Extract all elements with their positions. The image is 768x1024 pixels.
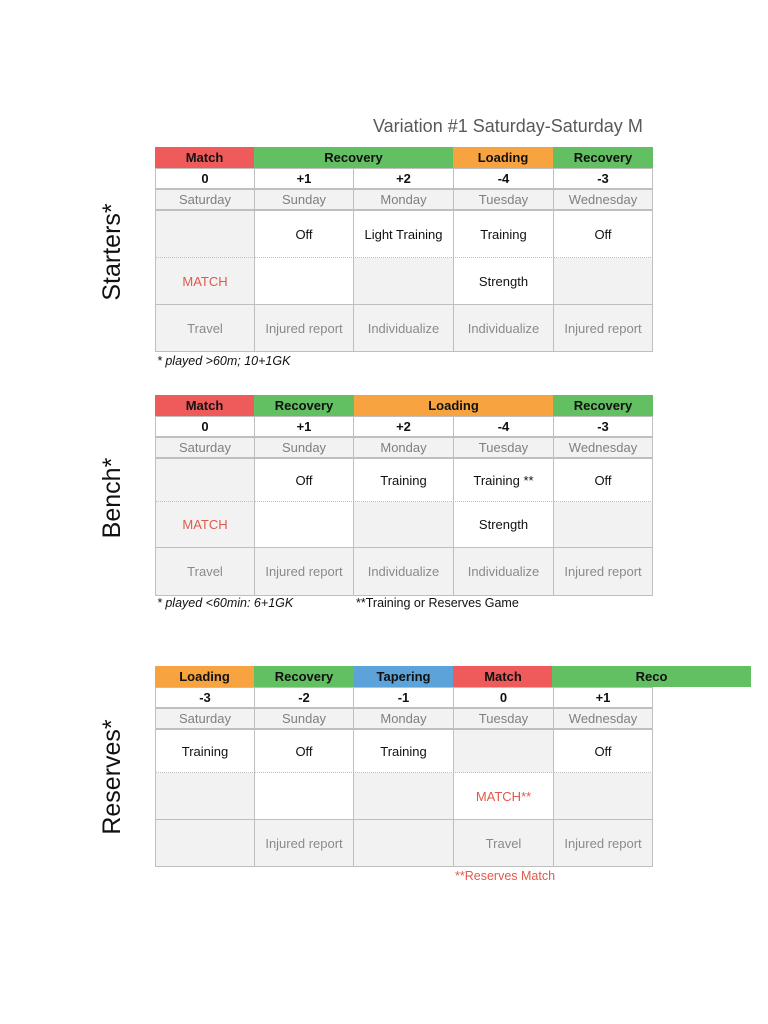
- document-title: Variation #1 Saturday-Saturday M: [373, 116, 643, 136]
- activity-cell: [155, 458, 255, 502]
- day-offset: +1: [254, 168, 354, 189]
- phase-loading: Loading: [155, 666, 254, 687]
- weekday: Monday: [353, 708, 454, 729]
- activity-cell: Off: [553, 729, 653, 773]
- activity-cell: Individualize: [353, 305, 454, 352]
- day-offset: -2: [254, 687, 354, 708]
- day-offset: 0: [453, 687, 554, 708]
- weekday: Tuesday: [453, 189, 554, 210]
- activity-cell: Off: [254, 458, 354, 502]
- activity-cell: Injured report: [254, 820, 354, 867]
- activity-cell: [553, 258, 653, 305]
- phase-loading: Loading: [354, 395, 553, 416]
- weekday: Saturday: [155, 189, 255, 210]
- activity-cell: Training: [353, 458, 454, 502]
- activity-cell: Injured report: [553, 548, 653, 596]
- bench-footnote: * played <60min: 6+1GK: [157, 596, 294, 610]
- weekday: Monday: [353, 189, 454, 210]
- weekday: Tuesday: [453, 708, 554, 729]
- weekday-row: [155, 437, 653, 458]
- day-offset: 0: [155, 168, 255, 189]
- phase-match: Match: [453, 666, 553, 687]
- bench-table: [155, 395, 653, 596]
- activity-cell: Injured report: [553, 820, 653, 867]
- activity-row: [155, 820, 653, 867]
- day-offset: -4: [453, 416, 554, 437]
- phase-recovery: Recovery: [254, 666, 354, 687]
- activity-cell: Travel: [453, 820, 554, 867]
- day-offset-row: [155, 687, 653, 708]
- phase-recovery: Recovery: [553, 147, 653, 168]
- activity-cell: Individualize: [453, 305, 554, 352]
- weekday: Sunday: [254, 189, 354, 210]
- phase-tapering: Tapering: [354, 666, 453, 687]
- activity-cell: Travel: [155, 548, 255, 596]
- day-offset: -3: [553, 416, 653, 437]
- activity-cell: [353, 820, 454, 867]
- activity-cell: [553, 502, 653, 548]
- weekday: Wednesday: [553, 708, 653, 729]
- activity-cell: Injured report: [553, 305, 653, 352]
- day-offset-row: [155, 416, 653, 437]
- activity-cell: Injured report: [254, 305, 354, 352]
- starters-footnote: * played >60m; 10+1GK: [157, 354, 291, 368]
- activity-row: [155, 305, 653, 352]
- weekday-row: [155, 189, 653, 210]
- phase-match: Match: [155, 147, 254, 168]
- activity-row: [155, 548, 653, 596]
- reserves-table: [155, 666, 668, 867]
- activity-cell: [155, 210, 255, 258]
- weekday: Tuesday: [453, 437, 554, 458]
- day-offset: +1: [254, 416, 354, 437]
- weekday: Wednesday: [553, 437, 653, 458]
- phase-match: Match: [155, 395, 254, 416]
- activity-cell: Light Training: [353, 210, 454, 258]
- weekday: Sunday: [254, 708, 354, 729]
- activity-cell: Training: [155, 729, 255, 773]
- match-cell: MATCH: [155, 502, 255, 548]
- activity-cell: [155, 820, 255, 867]
- activity-cell: Training **: [453, 458, 554, 502]
- activity-cell: Injured report: [254, 548, 354, 596]
- activity-cell: [254, 258, 354, 305]
- activity-cell: [553, 773, 653, 820]
- activity-cell: [155, 773, 255, 820]
- activity-cell: Training: [453, 210, 554, 258]
- phase-row: [155, 666, 668, 687]
- day-offset: +2: [353, 416, 454, 437]
- day-offset-row: [155, 168, 653, 189]
- weekday: Monday: [353, 437, 454, 458]
- starters-table: [155, 147, 653, 352]
- activity-row: [155, 773, 653, 820]
- day-offset: -4: [453, 168, 554, 189]
- phase-recovery: Reco: [552, 666, 751, 687]
- activity-cell: [353, 258, 454, 305]
- activity-cell: Off: [254, 729, 354, 773]
- weekday: Saturday: [155, 437, 255, 458]
- day-offset: -3: [553, 168, 653, 189]
- activity-cell: Strength: [453, 258, 554, 305]
- day-offset: -1: [353, 687, 454, 708]
- activity-cell: Off: [553, 458, 653, 502]
- activity-cell: Travel: [155, 305, 255, 352]
- weekday: Saturday: [155, 708, 255, 729]
- bench-footnote-2: **Training or Reserves Game: [356, 596, 519, 610]
- activity-cell: Training: [353, 729, 454, 773]
- match-cell: MATCH: [155, 258, 255, 305]
- activity-row: [155, 502, 653, 548]
- activity-cell: Off: [553, 210, 653, 258]
- day-offset: -3: [155, 687, 255, 708]
- activity-cell: [453, 729, 554, 773]
- phase-recovery: Recovery: [254, 395, 354, 416]
- phase-row: [155, 147, 653, 168]
- activity-row: [155, 210, 653, 258]
- reserves-footnote: **Reserves Match: [455, 869, 556, 883]
- day-offset: +2: [353, 168, 454, 189]
- activity-row: [155, 729, 653, 773]
- phase-row: [155, 395, 653, 416]
- activity-cell: Individualize: [353, 548, 454, 596]
- match-cell: MATCH**: [453, 773, 554, 820]
- activity-cell: [254, 773, 354, 820]
- day-offset: +1: [553, 687, 653, 708]
- phase-recovery: Recovery: [254, 147, 453, 168]
- activity-cell: [254, 502, 354, 548]
- activity-cell: Individualize: [453, 548, 554, 596]
- phase-recovery: Recovery: [553, 395, 653, 416]
- activity-cell: [353, 773, 454, 820]
- activity-row: [155, 258, 653, 305]
- weekday: Wednesday: [553, 189, 653, 210]
- activity-cell: Strength: [453, 502, 554, 548]
- activity-cell: Off: [254, 210, 354, 258]
- weekday: Sunday: [254, 437, 354, 458]
- phase-loading: Loading: [453, 147, 553, 168]
- day-offset: 0: [155, 416, 255, 437]
- activity-row: [155, 458, 653, 502]
- weekday-row: [155, 708, 653, 729]
- activity-cell: [353, 502, 454, 548]
